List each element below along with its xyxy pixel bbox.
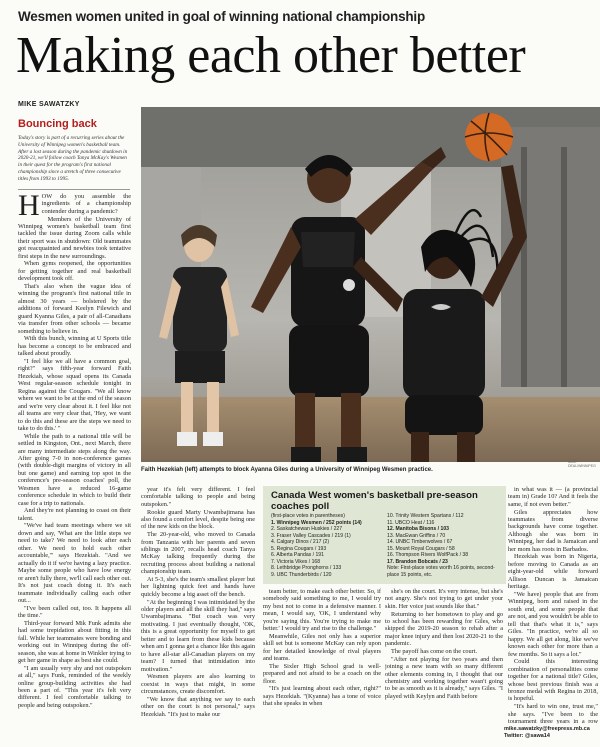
paragraph: Hezekiah was born in Nigeria, before moving to Canada as an eight-year-old while forward Allison Duncan is Jamaican heritage.	[508, 553, 598, 591]
paragraph: "It's hard to win one, trust me," she says. "I've been to the tournament three years in a row	[508, 703, 598, 724]
paragraph: OW do you assemble the ingredients of a championship contender during a pandemic?	[41, 193, 131, 215]
paragraph: she's on the court. It's very intense, but she's not angry. She's not trying to get under your skin. Her voice just sounds like that."	[385, 588, 503, 610]
paragraph: "I feel like we all have a common goal, right?" says fifth-year forward Faith Hezekiah, whose squad opens its Canada West regular-season schedule tonight in Regina against the Cougars. "We all know where we want to be at the end of the season and we're very clear about it. I feel like not all teams are very clear that, 'Hey, we want to do this and these are the steps we need to take to do this.' "	[18, 357, 131, 432]
sidebar-title: Bouncing back	[18, 118, 97, 130]
poll-entry: 7. Victoria Vikes / 168	[271, 558, 321, 565]
paragraph: "We have) people that are from Winnipeg, born and raised in the south end, and some people that are not, and you wouldn't be able to tell that that's what it is," says Giles. "In practice, we're all so happy. We all get along, like we've known each other for more than a few months. So it says a lot."	[508, 590, 598, 658]
paragraph: Meanwhile, Giles not only has a superior skill set but is someone McKay can rely upon for her detailed knowledge of rival players and teams.	[263, 632, 381, 663]
paragraph: "I am usually very shy and not outspoken at all," says Funk, reminded of the weekly online group-building activities she had been a part of. "This year it's felt very different. I feel comfortable talking to people and being outspoken."	[18, 664, 131, 709]
headline: Making each other better	[16, 27, 526, 84]
paragraph: The Sixler High School grad is well-prepared and not afraid to be a coach on the floor.	[263, 662, 381, 685]
poll-entry: 11. UBCO Heat / 116	[387, 519, 435, 526]
poll-title: Canada West women's basketball pre-season coaches poll	[271, 490, 478, 512]
poll-entry: 5. Regina Cougars / 193	[271, 545, 327, 552]
poll-entry: Note: First-place votes worth 16 points, second-place 15 points, etc.	[387, 565, 495, 578]
poll-column-1	[271, 513, 381, 578]
poll-entry: 14. UNBC Timberwolves / 67	[387, 539, 453, 546]
photo-credit: MIKE DEAL/WINNIPEG	[568, 460, 596, 468]
poll-entry: 1. Winnipeg Wesmen / 252 points (14)	[271, 519, 362, 526]
author-twitter: Twitter: @sawa14	[504, 733, 550, 739]
photo	[141, 107, 600, 462]
article-column-5	[508, 486, 598, 724]
poll-entry: 12. Manitoba Bisons / 103	[387, 526, 449, 533]
paragraph: The 20-year-old, who moved to Canada from Tanzania with her parents and seven siblings in 2007, recalls head coach Tanya McKay talking frequently during the recruiting process about building a national championship team.	[141, 531, 255, 576]
poll-entry: 2. Saskatchewan Huskies / 227	[271, 526, 343, 533]
sidebar-text: Today's story is part of a recurring series about the University of Winnipeg women's basketball team. After a lost season during the pandemic shutdown in 2020-21, we'll follow coach Tanya McKay's Wesmen in their quest for the program's first national championship since a stretch of three consecutive titles from 1993 to 1995.	[18, 135, 128, 182]
poll-entry: 9. UBC Thunderbirds / 120	[271, 571, 332, 578]
paragraph: "We know that anything we say to each other on the court is not personal," says Hezekiah. "It's just to make our	[141, 695, 255, 718]
paragraph: Wesmen players are also learning to coexist in ways that might, in some circumstances, create discomfort.	[141, 673, 255, 696]
paragraph: year it's felt very different. I feel comfortable talking to people and being outspoken."	[141, 486, 255, 508]
paragraph: in what was it — (a provincial team in) Grade 10? And it feels the same, if not even better."	[508, 486, 598, 508]
paragraph: "We've had team meetings where we sit down and say, 'What are the little steps we need to take? We need to look after each other. We need to hold each other accountable,'" says Hezekiah. "And we actually do it if we're having a lazy practice. Maybe some people who have low energy or aren't fully there, we'll call each other out. It's not just coach doing it. It's each teammate individually calling each other out...	[18, 522, 131, 604]
poll-entry: 16. Thompson Rivers WolfPack / 38	[387, 552, 469, 559]
article-column-1	[18, 193, 131, 740]
basketball-practice-photo	[141, 107, 600, 462]
drop-cap: H	[18, 193, 40, 222]
article-column-3	[263, 588, 381, 740]
paragraph: At 5-3, she's the team's smallest player but her lightning quick feet and hands have quickly become a big asset off the bench.	[141, 576, 255, 598]
divider	[18, 189, 130, 190]
author-contact	[504, 726, 590, 740]
byline: MIKE SAWATZKY	[18, 101, 80, 108]
paragraph: "After not playing for two years and then joining a new team with so many different other elements coming in, I thought that our chemistry and working together wasn't going to be as smooth as it is already," says Giles. "I played with Keylyn and Faith before	[385, 655, 503, 700]
paragraph: That's also when the vague idea of winning the program's first national title in almost 30 years — bolstered by the additions of forward Keelyn Filewich and guard Kyanna Giles, a pair of all-Canadians via transfer from other schools — became something to believe in.	[18, 283, 131, 335]
poll-entry: 13. MacEwan Griffins / 70	[387, 532, 446, 539]
poll-entry: (first-place votes in parentheses)	[271, 513, 345, 519]
paragraph: The payoff has come on the court.	[391, 648, 478, 655]
paragraph: Giles appreciates how teammates from diverse backgrounds have come together. Although she was born in Winnipeg, her dad is Jamaican and her mom has roots in Barbados.	[508, 508, 598, 553]
author-email: mike.sawatzky@freepress.mb.ca	[504, 726, 590, 732]
paragraph: Rookie guard Marty Uwambajimana has also found a comfort level, despite being one of the new kids on the block.	[141, 508, 255, 531]
coaches-poll-box	[263, 486, 506, 584]
poll-entry: 15. Mount Royal Cougars / 58	[387, 545, 455, 552]
paragraph: With this bunch, winning at U Sports title has become a concept to be embraced and talked about proudly.	[18, 335, 131, 358]
paragraph: Third-year forward Mik Funk admits she had some trepidation about fitting in this fall. While her teammates were bonding and working out in Winnipeg during the off-season, she was at home in Winkler trying to get her game in shape as best she could.	[18, 619, 131, 664]
poll-entry: 3. Fraser Valley Cascades / 219 (1)	[271, 532, 351, 539]
photo-caption: Faith Hezekiah (left) attempts to block Ayanna Giles during a University of Winnipeg Wesmen practice.	[141, 467, 433, 473]
paragraph: "I've been called out, too. It happens all the time."	[18, 604, 131, 620]
paragraph: Members of the University of Winnipeg women's basketball team first tackled the issue during Zoom calls while their sport was in shutdown: Old teammates got reacquainted and newbies took tentative first steps in the new surroundings.	[18, 215, 131, 260]
paragraph: When gyms reopened, the opportunities for getting together and real basketball development took off.	[18, 260, 131, 283]
paragraph: "It's just learning about each other, right?" says Hezekiah. "(Kyanna) has a tone of voice that she speaks in when	[263, 685, 381, 708]
paragraph: "At the beginning I was intimidated by the older players and all the skill they had," says Uwambajimana. "But coach was very motivating. I just eventually thought, 'OK, this is a great opportunity for myself to get better and to learn from these kids because when am I gonna get a chance like this again to have all-star all-Canadian players on my team? I turned that intimidation into motivation."	[141, 598, 255, 673]
poll-entry: 10. Trinity Western Spartans / 112	[387, 513, 464, 519]
paragraph: Returning to her hometown to play and go to school has been rewarding for Giles, who skipped the 2019-20 season to rehab after a major knee injury and then lost 2020-21 to the pandemic.	[385, 610, 503, 648]
poll-column-2	[387, 513, 501, 578]
poll-entry: 17. Brandon Bobcats / 23	[387, 558, 448, 565]
article-column-4	[385, 588, 503, 740]
deck: Wesmen women united in goal of winning national championship	[18, 9, 426, 24]
paragraph: team better, to make each other better. So, if somebody said something to me, I would try my best not to come in a defensive manner. I mean, I would say, 'OK, I understand why you're saying this. You're trying to make me better.' I would try and rise to the challenge."	[263, 588, 381, 633]
article-column-2	[141, 486, 255, 740]
paragraph: Could this interesting combination of personalities come together for a national title? Giles, whose best previous finish was a bronze medal with Regina in 2018, is hopeful.	[508, 658, 598, 703]
poll-entry: 4. Calgary Dinos / 217 (2)	[271, 539, 330, 546]
paragraph: While the path to a national title will be settled in Kingston, Ont., next March, there are many intermediate steps along the way. After going 7-0 in non-conference games (with double-digit margins of victory in all but one game) and earning top spot in the conference's pre-season coaches' poll, the Wesmen have a reduced 16-game conference schedule in which to build their case for a trip to nationals.	[18, 432, 131, 507]
poll-entry: 8. Lethbridge Pronghorns / 133	[271, 565, 342, 572]
paragraph: And they're not planning to coast on their talent.	[18, 507, 131, 522]
poll-entry: 6. Alberta Pandas / 191	[271, 552, 324, 559]
